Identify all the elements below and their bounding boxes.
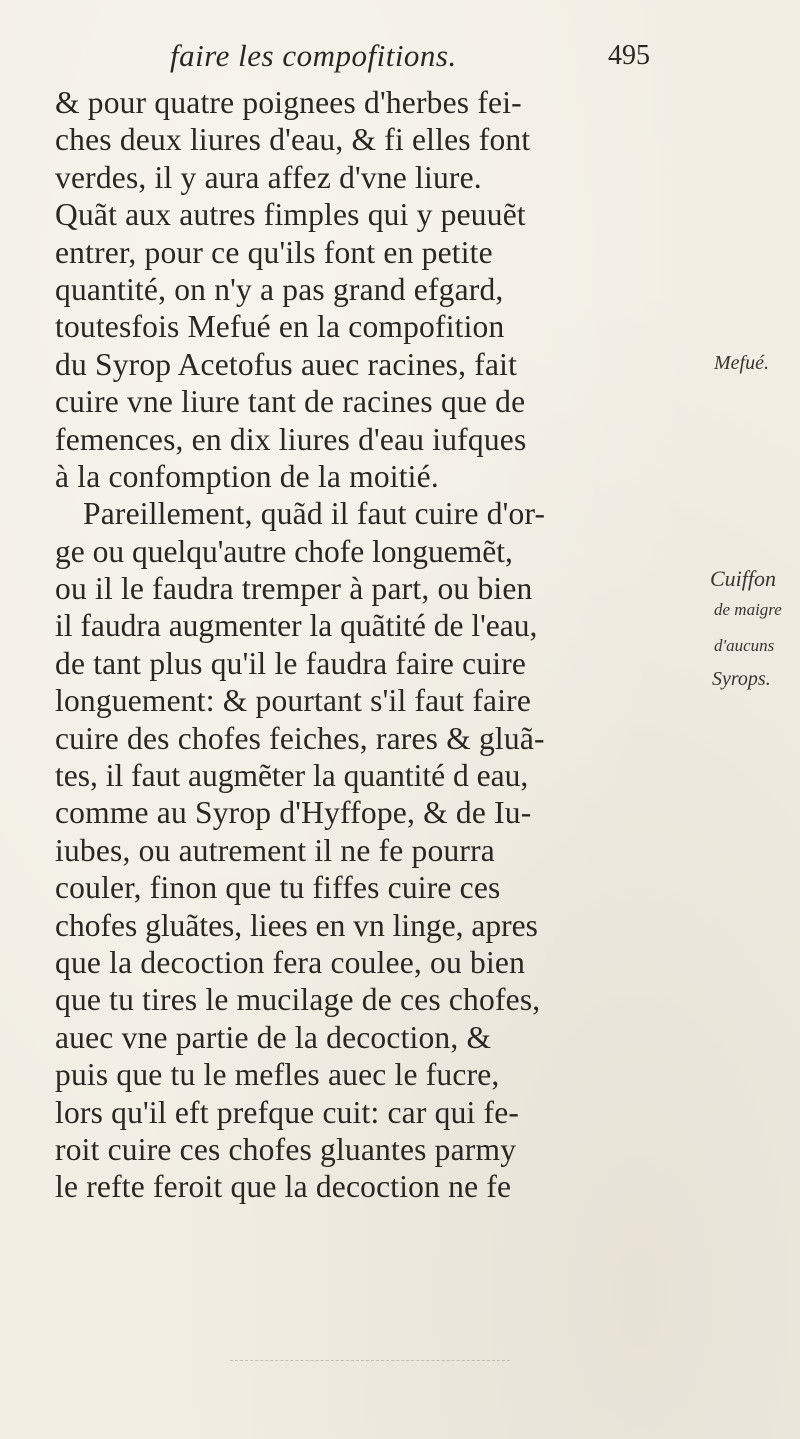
text-line: & pour quatre poignees d'herbes fei-: [55, 85, 522, 120]
margin-note-line: d'aucuns: [714, 636, 775, 655]
text-line: entrer, pour ce qu'ils font en petite: [55, 234, 493, 270]
text-line: du Syrop Acetofus auec racines, fait: [55, 346, 518, 382]
text-line: le refte feroit que la decoction ne fe: [55, 1169, 512, 1205]
text-line: tes, il faut augmẽter la quantité d eau,: [55, 758, 529, 794]
paragraph-start-line: Pareillement, quãd il faut cuire d'or-: [83, 496, 546, 532]
text-line: iubes, ou autrement il ne fe pourra: [55, 832, 495, 868]
text-line: puis que tu le mefles auec le fucre,: [55, 1057, 500, 1093]
page-header: [170, 38, 700, 78]
text-line: ou il le faudra tremper à part, ou bien: [55, 571, 533, 607]
text-line: auec vne partie de la decoction, &: [55, 1019, 492, 1055]
margin-note-mesue: Mefué.: [714, 352, 769, 374]
bottom-show-through: [230, 1360, 510, 1361]
text-line: de tant plus qu'il le faudra faire cuire: [55, 645, 527, 681]
body-text: [55, 84, 715, 1206]
text-line: toutesfois Mefué en la compofition: [55, 309, 505, 345]
text-line: chofes gluãtes, liees en vn linge, apres: [55, 907, 538, 943]
text-line: comme au Syrop d'Hyffope, & de Iu-: [55, 795, 532, 831]
text-line: que la decoction fera coulee, ou bien: [55, 944, 526, 980]
text-line: cuire vne liure tant de racines que de: [55, 384, 526, 420]
page-number: 495: [608, 40, 650, 71]
text-line: il faudra augmenter la quãtité de l'eau,: [55, 608, 538, 644]
text-line: que tu tires le mucilage de ces chofes,: [55, 982, 541, 1018]
margin-note-line: de maigre: [714, 600, 782, 619]
text-line: verdes, il y aura affez d'vne liure.: [55, 159, 482, 195]
running-title: faire les compofitions.: [170, 38, 457, 73]
text-line: ge ou quelqu'autre chofe longuemẽt,: [55, 533, 513, 569]
text-line: femences, en dix liures d'eau iufques: [55, 421, 527, 457]
margin-notes: [710, 0, 800, 1439]
text-line: ches deux liures d'eau, & fi elles font: [55, 122, 531, 158]
margin-note-syrops: Syrops.: [712, 668, 771, 690]
text-line: roit cuire ces chofes gluantes parmy: [55, 1131, 517, 1167]
text-line: cuire des chofes feiches, rares & gluã-: [55, 720, 545, 756]
margin-note-cuisson: Cuiffon: [710, 566, 777, 591]
text-line: longuement: & pourtant s'il faut faire: [55, 683, 532, 719]
text-line: à la confomption de la moitié.: [55, 458, 439, 494]
text-line: couler, finon que tu fiffes cuire ces: [55, 870, 501, 906]
text-line: quantité, on n'y a pas grand efgard,: [55, 271, 504, 307]
text-line: lors qu'il eft prefque cuit: car qui fe-: [55, 1094, 520, 1130]
text-line: Quãt aux autres fimples qui y peuuẽt: [55, 197, 526, 233]
